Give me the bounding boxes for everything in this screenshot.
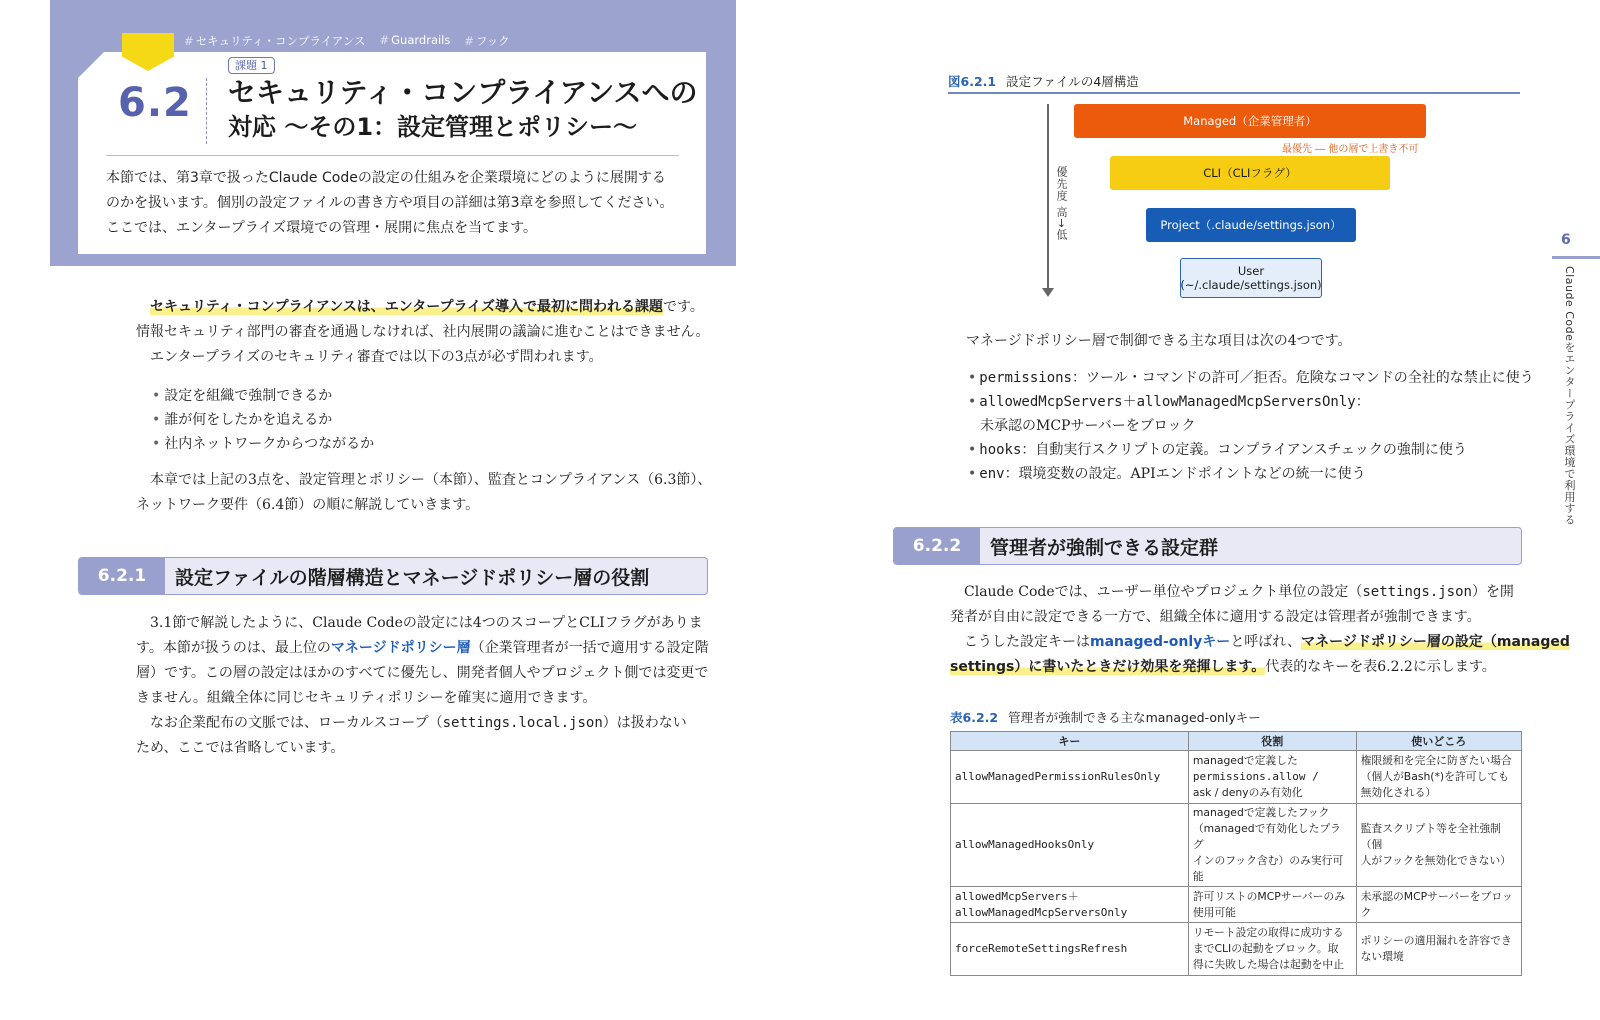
cell-line: 権限緩和を完全に防ぎたい場合 [1360, 754, 1512, 767]
cell-line: 人がフックを無効化できない） [1360, 854, 1512, 867]
intro-line: ここでは、エンタープライズ環境での管理・展開に焦点を当てます。 [106, 220, 538, 236]
paragraph-line: 本章では上記の3点を、設定管理とポリシー（本節）、監査とコンプライアンス（6.3節）、 [150, 472, 712, 488]
paragraph-line: ため、ここでは省略しています。 [136, 740, 345, 756]
cell-line: allowManagedMcpServersOnly [955, 905, 1128, 919]
paragraph-line [950, 655, 1496, 680]
cell-line: 許可リストのMCPサーバーのみ [1192, 889, 1346, 903]
column-header: キー [951, 732, 1189, 751]
table-cell-use [1356, 923, 1521, 976]
cell-line: managedで定義したフック [1192, 806, 1330, 819]
intro-line: 本節では、第3章で扱ったClaude Codeの設定の仕組みを企業環境にどのように展開する [106, 170, 666, 186]
priority-axis [1047, 104, 1049, 290]
paragraph-line: マネージドポリシー層で制御できる主な項目は次の4つです。 [966, 333, 1352, 349]
text-span: Claude Codeでは、ユーザー単位やプロジェクト単位の設定（ [964, 584, 1363, 600]
subsection-heading-6-2-1 [78, 557, 708, 595]
layer-user-line: (~/.claude/settings.json) [1180, 278, 1322, 292]
text-span: ）は扱わない [602, 715, 687, 731]
inline-code: permissions [979, 370, 1072, 386]
managed-keys-table [950, 731, 1522, 976]
cell-line: リモート設定の取得に成功する [1192, 926, 1344, 939]
text-span: こうした設定キーは [964, 634, 1090, 650]
subsection-title: 管理者が強制できる設定群 [990, 536, 1219, 559]
priority-axis-label: 優先度 高→低 [1055, 166, 1068, 241]
text-span: ：ツール・コマンドの許可／拒否。危険なコマンドの全社的な禁止に使う [1071, 370, 1534, 386]
text-span: なお企業配布の文脈では、ローカルスコープ（ [150, 715, 443, 731]
priority-note: 最優先 ― 他の層で上書き不可 [1282, 144, 1419, 155]
table-cell-use [1356, 751, 1521, 804]
paragraph-line: 発者が自由に設定できる一方で、組織全体に適用する設定は管理者が強制できます。 [950, 609, 1481, 625]
cell-line: permissions.allow / [1192, 770, 1319, 783]
section-title-line2: 対応 ～その1：設定管理とポリシー～ [228, 113, 638, 141]
chapter-thumb-bar [1552, 256, 1600, 259]
text-span: ：環境変数の設定。APIエンドポイントなどの統一に使う [1004, 466, 1366, 482]
subsection-number: 6.2.2 [894, 528, 980, 564]
text-span: ： [1355, 394, 1370, 410]
layer-user [1180, 258, 1322, 298]
paragraph-line [150, 711, 687, 736]
text-span: す。本節が扱うのは、最上位の [136, 640, 331, 656]
list-item [968, 438, 1534, 462]
figure-caption [948, 72, 1139, 90]
task-badge: 課題 1 [228, 57, 275, 74]
arrow-down-icon [1042, 288, 1054, 297]
text-span: ＋ [1122, 394, 1137, 410]
table-caption [950, 708, 1261, 726]
cell-line: 使用可能 [1192, 905, 1237, 919]
layer-user-line: User [1237, 264, 1265, 278]
chapter-thumb-title: Claude Codeをエンタープライズ環境で利用する [1563, 266, 1576, 526]
table-row [951, 887, 1522, 923]
subsection-title: 設定ファイルの階層構造とマネージドポリシー層の役割 [175, 566, 650, 589]
paragraph-line: ネットワーク要件（6.4節）の順に解説していきます。 [136, 497, 480, 513]
text-span: （企業管理者が一括で適用する設定階 [470, 640, 709, 656]
chapter-thumb-number: 6 [1561, 232, 1571, 248]
text-span: です。 [662, 299, 704, 315]
table-row [951, 751, 1522, 804]
cell-line: ask / denyのみ有効化 [1192, 786, 1303, 799]
column-header: 使いどころ [1356, 732, 1521, 751]
figure-rule [948, 92, 1520, 94]
text-span: ）を開 [1471, 584, 1514, 600]
list-item: • 設定を組織で強制できるか [152, 384, 374, 408]
paragraph-line: 層）です。この層の設定はほかのすべてに優先し、開発者個人やプロジェクト側では変更で [136, 665, 709, 681]
inline-code: settings.json [1362, 584, 1472, 600]
table-cell-use [1356, 804, 1521, 887]
list-item [968, 390, 1534, 414]
paragraph-line [136, 636, 709, 661]
figure-title: 設定ファイルの4層構造 [1006, 74, 1139, 89]
list-item: • 社内ネットワークからつながるか [152, 432, 374, 456]
cell-line: までCLIの起動をブロック。取 [1192, 942, 1339, 955]
table-cell-key: forceRemoteSettingsRefresh [951, 923, 1189, 976]
list-item [968, 462, 1534, 486]
table-number: 表6.2.2 [950, 710, 999, 725]
tag: # フック [464, 34, 510, 48]
header-divider [106, 155, 679, 156]
paragraph-line [964, 580, 1514, 605]
paragraph-line: 3.1節で解説したように、Claude Codeの設定には4つのスコープとCLIフラグがありま [150, 615, 703, 631]
layer-project: Project（.claude/settings.json） [1146, 208, 1356, 242]
text-span: ：自動実行スクリプトの定義。コンプライアンスチェックの強制に使う [1021, 442, 1467, 458]
figure-number: 図6.2.1 [948, 74, 997, 89]
inline-code: hooks [979, 442, 1022, 458]
table-cell-role [1188, 804, 1356, 887]
highlight-text: マネージドポリシー層の設定（managed [1301, 634, 1570, 650]
managed-items-list [968, 366, 1534, 486]
key-term: managed-onlyキー [1090, 634, 1231, 650]
key-term: マネージドポリシー層 [330, 640, 471, 656]
cell-line: managedで定義した [1192, 754, 1298, 767]
tag: # セキュリティ・コンプライアンス [184, 34, 366, 48]
tag: # Guardrails [379, 33, 451, 47]
cell-line: （managedで有効化したプラグ [1192, 822, 1341, 851]
list-item: • 誰が何をしたかを追えるか [152, 408, 374, 432]
inline-code: settings.local.json [442, 715, 603, 731]
inline-code: allowManagedMcpServersOnly [1136, 394, 1356, 410]
section-title-line1: セキュリティ・コンプライアンスへの [228, 76, 698, 109]
table-cell-use [1356, 887, 1521, 923]
paragraph-line: きません。組織全体に同じセキュリティポリシーを確実に適用できます。 [136, 690, 597, 706]
cell-line: 得に失敗した場合は起動を中止 [1192, 958, 1345, 971]
layer-cli: CLI（CLIフラグ） [1110, 156, 1390, 190]
text-span: と呼ばれ、 [1230, 634, 1302, 650]
list-item-continuation [968, 414, 1534, 438]
list-item [968, 366, 1534, 390]
table-row [951, 923, 1522, 976]
inline-code: env [979, 466, 1005, 482]
cell-line: 未承認のMCPサーバーをブロック [1360, 889, 1513, 919]
requirements-list [152, 384, 374, 456]
highlight-text: セキュリティ・コンプライアンスは、エンタープライズ導入で最初に問われる課題 [150, 299, 663, 315]
cell-line: allowedMcpServers＋ [955, 889, 1079, 903]
table-title: 管理者が強制できる主なmanaged-onlyキー [1008, 710, 1261, 725]
paragraph-line: エンタープライズのセキュリティ審査では以下の3点が必ず問われます。 [150, 349, 603, 365]
column-header: 役割 [1188, 732, 1356, 751]
section-number: 6.2 [118, 80, 192, 126]
intro-line: のかを扱います。個別の設定ファイルの書き方や項目の詳細は第3章を参照してください。 [106, 195, 674, 211]
subsection-heading-6-2-2 [893, 527, 1522, 565]
table-cell-role [1188, 751, 1356, 804]
inline-code: allowedMcpServers [979, 394, 1123, 410]
paragraph-line: 情報セキュリティ部門の審査を通過しなければ、社内展開の議論に進むことはできません。 [136, 324, 710, 340]
section-tags [184, 33, 510, 49]
cell-line: 無効化される） [1360, 786, 1437, 799]
subsection-number: 6.2.1 [79, 558, 165, 594]
paragraph-line [964, 630, 1570, 655]
text-span: 未承認のMCPサーバーをブロック [980, 418, 1196, 434]
paragraph-line [150, 295, 704, 320]
table-row [951, 804, 1522, 887]
text-span: 代表的なキーを表6.2.2に示します。 [1265, 659, 1496, 675]
cell-line: （個人がBash(*)を許可しても [1360, 770, 1509, 783]
cell-line: 監査スクリプト等を全社強制（個 [1360, 822, 1501, 851]
table-cell-key: allowManagedHooksOnly [951, 804, 1189, 887]
table-cell-key [951, 887, 1189, 923]
table-header-row [951, 732, 1522, 751]
cell-line: ポリシーの適用漏れを許容でき [1360, 934, 1512, 947]
table-cell-key: allowManagedPermissionRulesOnly [951, 751, 1189, 804]
table-cell-role [1188, 923, 1356, 976]
table-cell-role [1188, 887, 1356, 923]
cell-line: インのフック含む）のみ実行可能 [1192, 854, 1344, 883]
section-intro [106, 166, 691, 241]
layer-managed: Managed（企業管理者） [1074, 104, 1426, 138]
highlight-text: settings）に書いたときだけ効果を発揮します。 [950, 659, 1266, 675]
cell-line: ない環境 [1360, 950, 1404, 963]
title-separator [206, 78, 207, 144]
